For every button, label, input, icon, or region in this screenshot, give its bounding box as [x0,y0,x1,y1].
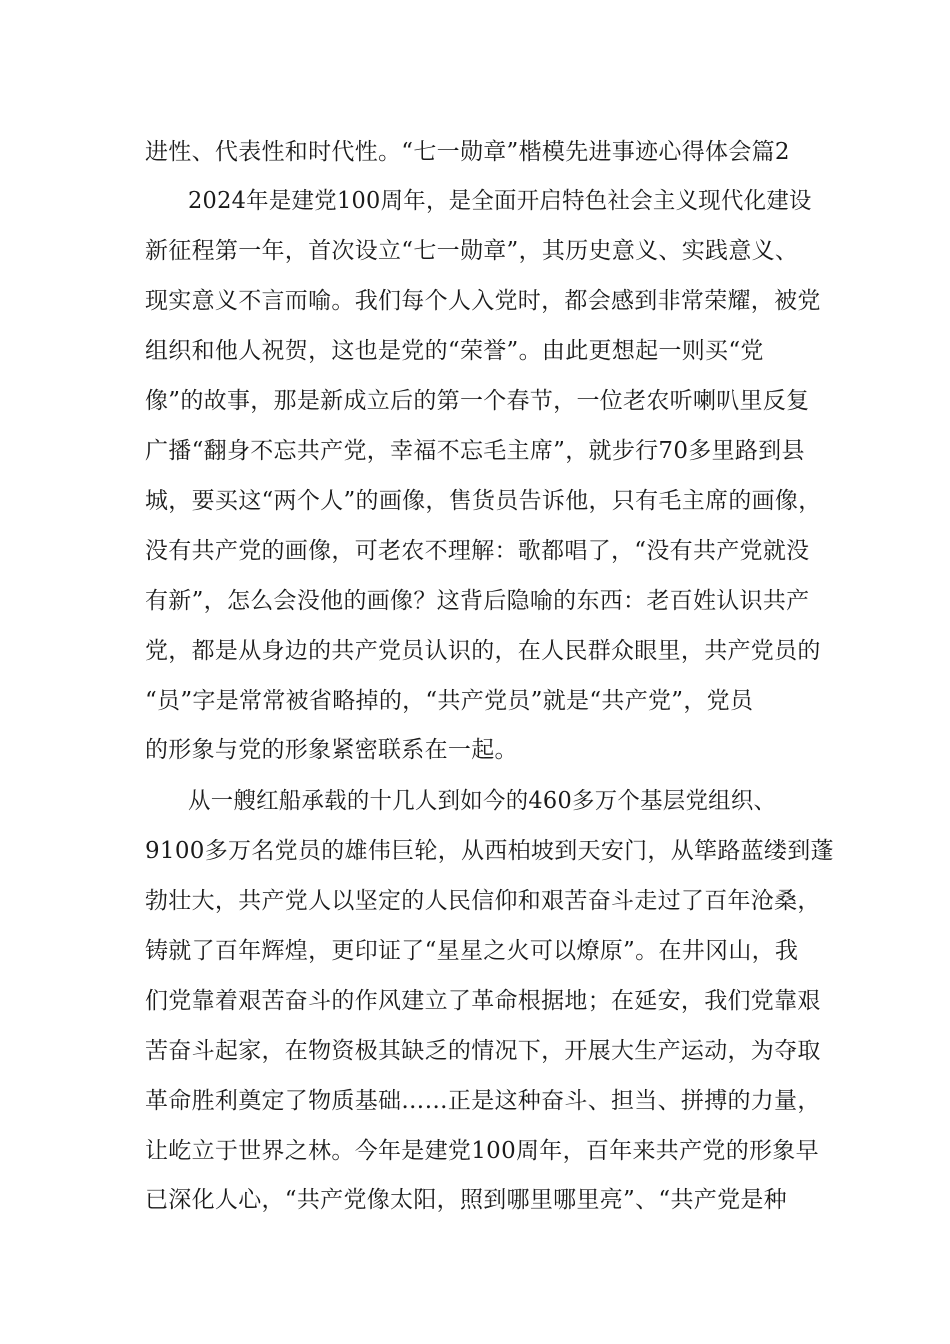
text-line: 苦奋斗起家，在物资极其缺乏的情况下，开展大生产运动，为夺取 [145,1038,821,1064]
text-line: 组织和他人祝贺，这也是党的“荣誉”。由此更想起一则买“党 [145,338,764,364]
text-line: 的形象与党的形象紧密联系在一起。 [145,737,518,763]
text-line: 党，都是从身边的共产党员认识的，在人民群众眼里，共产党员的 [145,638,821,664]
text-line: 新征程第一年，首次设立“七一勋章”，其历史意义、实践意义、 [145,238,799,264]
text-line: 革命胜利奠定了物质基础……正是这种奋斗、担当、拼搏的力量， [145,1088,821,1114]
text-line: 勃壮大，共产党人以坚定的人民信仰和艰苦奋斗走过了百年沧桑， [145,888,821,914]
text-line: 铸就了百年辉煌，更印证了“星星之火可以燎原”。在井冈山，我 [145,938,799,964]
text-line: 有新”，怎么会没他的画像？这背后隐喻的东西：老百姓认识共产 [145,588,810,614]
text-line: 让屹立于世界之林。今年是建党100周年，百年来共产党的形象早 [145,1138,819,1164]
paragraph-start-line: 2024年是建党100周年，是全面开启特色社会主义现代化建设 [188,188,812,214]
text-line: 已深化人心，“共产党像太阳，照到哪里哪里亮”、“共产党是种 [145,1187,787,1213]
paragraph-start-line: 从一艘红船承载的十几人到如今的460多万个基层党组织、 [188,788,777,814]
text-line: 像”的故事，那是新成立后的第一个春节，一位老农听喇叭里反复 [145,388,810,414]
text-line: 现实意义不言而喻。我们每个人入党时，都会感到非常荣耀，被党 [145,288,821,314]
text-line: “员”字是常常被省略掉的，“共产党员”就是“共产党”，党员 [145,688,754,714]
text-line: 广播“翻身不忘共产党，幸福不忘毛主席”，就步行70多里路到县 [145,438,805,464]
text-line: 没有共产党的画像，可老农不理解：歌都唱了，“没有共产党就没 [145,538,810,564]
text-line: 进性、代表性和时代性。“七一勋章”楷模先进事迹心得体会篇2 [145,139,790,165]
text-line: 城，要买这“两个人”的画像，售货员告诉他，只有毛主席的画像， [145,488,822,514]
text-line: 9100多万名党员的雄伟巨轮，从西柏坡到天安门，从筚路蓝缕到蓬 [145,838,834,864]
text-line: 们党靠着艰苦奋斗的作风建立了革命根据地；在延安，我们党靠艰 [145,988,821,1014]
